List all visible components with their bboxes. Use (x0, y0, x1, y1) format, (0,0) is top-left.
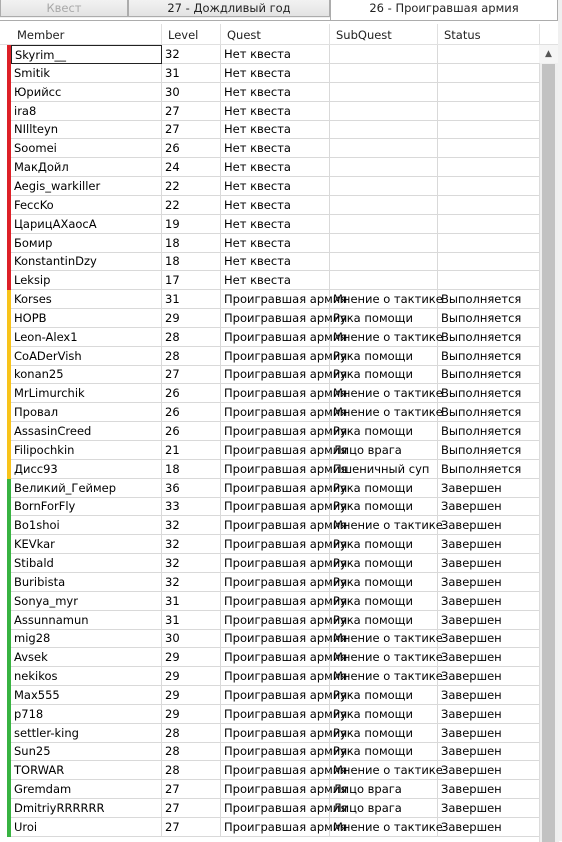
status-cell[interactable]: Выполняется (438, 403, 540, 422)
table-row[interactable] (0, 365, 540, 384)
subquest-cell[interactable]: Мнение о тактике (330, 290, 438, 309)
status-cell[interactable]: Завершен (438, 648, 540, 667)
subquest-cell[interactable]: Рука помощи (330, 535, 438, 554)
table-row[interactable] (0, 422, 540, 441)
level-cell[interactable]: 33 (162, 497, 221, 516)
quest-cell[interactable]: Проигравшая армия (221, 686, 330, 705)
subquest-cell[interactable]: Лицо врага (330, 799, 438, 818)
quest-cell[interactable]: Нет квеста (221, 120, 330, 139)
subquest-cell[interactable]: Мнение о тактике (330, 516, 438, 535)
member-cell[interactable]: mig28 (11, 629, 162, 648)
table-row[interactable] (0, 102, 540, 121)
table-row[interactable] (0, 648, 540, 667)
subquest-cell[interactable]: Рука помощи (330, 686, 438, 705)
table-row[interactable] (0, 667, 540, 686)
level-cell[interactable]: 28 (162, 742, 221, 761)
member-cell[interactable]: Leon-Alex1 (11, 328, 162, 347)
status-cell[interactable] (438, 64, 540, 83)
level-cell[interactable]: 26 (162, 384, 221, 403)
quest-cell[interactable]: Нет квеста (221, 234, 330, 253)
quest-cell[interactable]: Проигравшая армия (221, 629, 330, 648)
member-cell[interactable]: Skyrim__ (11, 45, 162, 64)
member-cell[interactable]: Юрийсс (11, 83, 162, 102)
status-cell[interactable] (438, 120, 540, 139)
level-cell[interactable]: 27 (162, 365, 221, 384)
quest-cell[interactable]: Проигравшая армия (221, 611, 330, 630)
scrollbar-thumb[interactable] (542, 64, 555, 842)
table-row[interactable] (0, 592, 540, 611)
level-cell[interactable]: 28 (162, 347, 221, 366)
status-cell[interactable]: Завершен (438, 724, 540, 743)
member-cell[interactable]: Великий_Геймер (11, 479, 162, 498)
level-cell[interactable]: 27 (162, 818, 221, 837)
table-row[interactable] (0, 554, 540, 573)
subquest-cell[interactable]: Мнение о тактике (330, 629, 438, 648)
table-row[interactable] (0, 573, 540, 592)
status-cell[interactable]: Выполняется (438, 365, 540, 384)
member-cell[interactable]: Бомир (11, 234, 162, 253)
status-cell[interactable]: Выполняется (438, 290, 540, 309)
table-row[interactable] (0, 761, 540, 780)
status-cell[interactable]: Выполняется (438, 384, 540, 403)
table-row[interactable] (0, 309, 540, 328)
status-cell[interactable]: Выполняется (438, 422, 540, 441)
table-row[interactable] (0, 177, 540, 196)
subquest-cell[interactable]: Мнение о тактике (330, 818, 438, 837)
level-cell[interactable]: 27 (162, 799, 221, 818)
member-cell[interactable]: ЦарицАХаосА (11, 215, 162, 234)
subquest-cell[interactable] (330, 215, 438, 234)
level-cell[interactable]: 26 (162, 422, 221, 441)
status-cell[interactable]: Завершен (438, 818, 540, 837)
table-row[interactable] (0, 686, 540, 705)
member-cell[interactable]: Max555 (11, 686, 162, 705)
status-cell[interactable] (438, 271, 540, 290)
quest-cell[interactable]: Нет квеста (221, 102, 330, 121)
subquest-cell[interactable]: Рука помощи (330, 705, 438, 724)
quest-cell[interactable]: Нет квеста (221, 177, 330, 196)
member-cell[interactable]: Assunnamun (11, 611, 162, 630)
quest-cell[interactable]: Проигравшая армия (221, 422, 330, 441)
member-cell[interactable]: nekikos (11, 667, 162, 686)
quest-cell[interactable]: Проигравшая армия (221, 554, 330, 573)
quest-cell[interactable]: Проигравшая армия (221, 328, 330, 347)
quest-cell[interactable]: Проигравшая армия (221, 516, 330, 535)
table-row[interactable] (0, 705, 540, 724)
member-cell[interactable]: Leksip (11, 271, 162, 290)
table-row[interactable] (0, 403, 540, 422)
subquest-cell[interactable] (330, 120, 438, 139)
tab-strip (0, 0, 562, 18)
subquest-cell[interactable]: Рука помощи (330, 347, 438, 366)
level-cell[interactable]: 26 (162, 139, 221, 158)
column-header-level[interactable]: Level (162, 24, 221, 44)
table-row[interactable] (0, 497, 540, 516)
member-cell[interactable]: Дисс93 (11, 460, 162, 479)
status-cell[interactable] (438, 252, 540, 271)
level-cell[interactable]: 17 (162, 271, 221, 290)
table-row[interactable] (0, 45, 540, 64)
quest-cell[interactable]: Проигравшая армия (221, 742, 330, 761)
subquest-cell[interactable] (330, 158, 438, 177)
status-cell[interactable]: Завершен (438, 705, 540, 724)
member-cell[interactable]: p718 (11, 705, 162, 724)
table-row[interactable] (0, 384, 540, 403)
subquest-cell[interactable]: Мнение о тактике (330, 648, 438, 667)
subquest-cell[interactable] (330, 234, 438, 253)
member-cell[interactable]: KEVkar (11, 535, 162, 554)
subquest-cell[interactable]: Рука помощи (330, 573, 438, 592)
status-cell[interactable]: Завершен (438, 554, 540, 573)
subquest-cell[interactable]: Лицо врага (330, 780, 438, 799)
member-cell[interactable]: Soomei (11, 139, 162, 158)
level-cell[interactable]: 27 (162, 780, 221, 799)
subquest-cell[interactable]: Рука помощи (330, 724, 438, 743)
table-row[interactable] (0, 139, 540, 158)
grid-header (0, 24, 562, 45)
member-cell[interactable]: KonstantinDzy (11, 252, 162, 271)
members-grid (0, 20, 562, 841)
subquest-cell[interactable] (330, 177, 438, 196)
quest-cell[interactable]: Проигравшая армия (221, 705, 330, 724)
subquest-cell[interactable]: Рука помощи (330, 479, 438, 498)
level-cell[interactable]: 22 (162, 177, 221, 196)
quest-cell[interactable]: Нет квеста (221, 252, 330, 271)
quest-cell[interactable]: Нет квеста (221, 158, 330, 177)
level-cell[interactable]: 29 (162, 686, 221, 705)
level-cell[interactable]: 29 (162, 309, 221, 328)
status-cell[interactable]: Выполняется (438, 309, 540, 328)
column-header-status[interactable]: Status (438, 24, 540, 44)
quest-cell[interactable]: Нет квеста (221, 83, 330, 102)
table-row[interactable] (0, 347, 540, 366)
status-cell[interactable]: Выполняется (438, 460, 540, 479)
status-cell[interactable]: Завершен (438, 611, 540, 630)
scroll-up-arrow-icon[interactable]: ▲ (539, 45, 558, 63)
quest-cell[interactable]: Проигравшая армия (221, 724, 330, 743)
table-row[interactable] (0, 441, 540, 460)
member-cell[interactable]: CoADerVish (11, 347, 162, 366)
quest-cell[interactable]: Проигравшая армия (221, 384, 330, 403)
status-cell[interactable]: Выполняется (438, 328, 540, 347)
level-cell[interactable]: 32 (162, 516, 221, 535)
quest-cell[interactable]: Проигравшая армия (221, 309, 330, 328)
member-cell[interactable]: HOPB (11, 309, 162, 328)
member-cell[interactable]: NIllteyn (11, 120, 162, 139)
quest-cell[interactable]: Нет квеста (221, 64, 330, 83)
member-cell[interactable]: TORWAR (11, 761, 162, 780)
subquest-cell[interactable] (330, 139, 438, 158)
status-cell[interactable]: Завершен (438, 535, 540, 554)
column-header-member[interactable]: Member (11, 24, 162, 44)
quest-cell[interactable]: Проигравшая армия (221, 403, 330, 422)
subquest-cell[interactable] (330, 64, 438, 83)
quest-cell[interactable]: Проигравшая армия (221, 441, 330, 460)
column-header-subquest[interactable]: SubQuest (330, 24, 438, 44)
level-cell[interactable]: 21 (162, 441, 221, 460)
quest-cell[interactable]: Проигравшая армия (221, 290, 330, 309)
status-cell[interactable]: Завершен (438, 761, 540, 780)
quest-cell[interactable]: Проигравшая армия (221, 818, 330, 837)
subquest-cell[interactable]: Рука помощи (330, 365, 438, 384)
level-cell[interactable]: 28 (162, 328, 221, 347)
status-cell[interactable] (438, 234, 540, 253)
status-cell[interactable] (438, 215, 540, 234)
quest-cell[interactable]: Проигравшая армия (221, 479, 330, 498)
subquest-cell[interactable] (330, 252, 438, 271)
level-cell[interactable]: 27 (162, 120, 221, 139)
status-cell[interactable]: Завершен (438, 629, 540, 648)
quest-cell[interactable]: Проигравшая армия (221, 592, 330, 611)
status-cell[interactable]: Выполняется (438, 347, 540, 366)
level-cell[interactable]: 36 (162, 479, 221, 498)
quest-cell[interactable]: Нет квеста (221, 45, 330, 64)
level-cell[interactable]: 32 (162, 45, 221, 64)
status-cell[interactable]: Завершен (438, 592, 540, 611)
member-cell[interactable]: MrLimurchik (11, 384, 162, 403)
level-cell[interactable]: 29 (162, 667, 221, 686)
table-row[interactable] (0, 234, 540, 253)
quest-cell[interactable]: Проигравшая армия (221, 347, 330, 366)
subquest-cell[interactable]: Мнение о тактике (330, 761, 438, 780)
quest-cell[interactable]: Нет квеста (221, 196, 330, 215)
subquest-cell[interactable] (330, 45, 438, 64)
table-row[interactable] (0, 64, 540, 83)
subquest-cell[interactable]: Рука помощи (330, 611, 438, 630)
level-cell[interactable]: 32 (162, 535, 221, 554)
level-cell[interactable]: 32 (162, 573, 221, 592)
table-row[interactable] (0, 818, 540, 837)
level-cell[interactable]: 19 (162, 215, 221, 234)
member-cell[interactable]: Korses (11, 290, 162, 309)
quest-cell[interactable]: Проигравшая армия (221, 497, 330, 516)
subquest-cell[interactable]: Мнение о тактике (330, 328, 438, 347)
level-cell[interactable]: 28 (162, 761, 221, 780)
subquest-cell[interactable]: Рука помощи (330, 422, 438, 441)
table-row[interactable] (0, 479, 540, 498)
member-cell[interactable]: Sun25 (11, 742, 162, 761)
quest-cell[interactable]: Проигравшая армия (221, 780, 330, 799)
tab-losing-army[interactable]: 26 - Проигравшая армия (330, 0, 558, 20)
subquest-cell[interactable]: Рука помощи (330, 554, 438, 573)
level-cell[interactable]: 31 (162, 611, 221, 630)
member-cell[interactable]: Stibald (11, 554, 162, 573)
status-cell[interactable]: Выполняется (438, 441, 540, 460)
table-row[interactable] (0, 120, 540, 139)
member-cell[interactable]: Uroi (11, 818, 162, 837)
level-cell[interactable]: 31 (162, 592, 221, 611)
subquest-cell[interactable]: Мнение о тактике (330, 667, 438, 686)
subquest-cell[interactable]: Рука помощи (330, 592, 438, 611)
member-cell[interactable]: Smitik (11, 64, 162, 83)
table-row[interactable] (0, 252, 540, 271)
member-cell[interactable]: Sonya_myr (11, 592, 162, 611)
quest-cell[interactable]: Проигравшая армия (221, 799, 330, 818)
subquest-cell[interactable] (330, 102, 438, 121)
table-row[interactable] (0, 780, 540, 799)
table-row[interactable] (0, 328, 540, 347)
subquest-cell[interactable]: Мнение о тактике (330, 403, 438, 422)
table-row[interactable] (0, 290, 540, 309)
level-cell[interactable]: 26 (162, 403, 221, 422)
member-cell[interactable]: AssasinCreed (11, 422, 162, 441)
table-row[interactable] (0, 516, 540, 535)
table-row[interactable] (0, 611, 540, 630)
status-cell[interactable]: Завершен (438, 780, 540, 799)
subquest-cell[interactable] (330, 271, 438, 290)
subquest-cell[interactable] (330, 83, 438, 102)
status-cell[interactable]: Завершен (438, 799, 540, 818)
level-cell[interactable]: 18 (162, 252, 221, 271)
level-cell[interactable]: 32 (162, 554, 221, 573)
level-cell[interactable]: 29 (162, 705, 221, 724)
status-cell[interactable]: Завершен (438, 497, 540, 516)
table-row[interactable] (0, 799, 540, 818)
member-cell[interactable]: Filipochkin (11, 441, 162, 460)
level-cell[interactable]: 28 (162, 724, 221, 743)
member-cell[interactable]: konan25 (11, 365, 162, 384)
status-cell[interactable]: Завершен (438, 686, 540, 705)
status-cell[interactable] (438, 83, 540, 102)
quest-cell[interactable]: Проигравшая армия (221, 573, 330, 592)
status-cell[interactable] (438, 196, 540, 215)
quest-cell[interactable]: Проигравшая армия (221, 761, 330, 780)
table-row[interactable] (0, 271, 540, 290)
quest-cell[interactable]: Проигравшая армия (221, 648, 330, 667)
status-cell[interactable]: Завершен (438, 479, 540, 498)
member-cell[interactable]: ira8 (11, 102, 162, 121)
table-row[interactable] (0, 83, 540, 102)
table-row[interactable] (0, 196, 540, 215)
window-edge (558, 0, 562, 841)
member-cell[interactable]: Buribista (11, 573, 162, 592)
member-cell[interactable]: Avsek (11, 648, 162, 667)
subquest-cell[interactable]: Мнение о тактике (330, 384, 438, 403)
member-cell[interactable]: DmitriyRRRRRR (11, 799, 162, 818)
subquest-cell[interactable]: Лицо врага (330, 441, 438, 460)
status-cell[interactable]: Завершен (438, 742, 540, 761)
quest-cell[interactable]: Нет квеста (221, 215, 330, 234)
status-cell[interactable] (438, 139, 540, 158)
quest-cell[interactable]: Проигравшая армия (221, 667, 330, 686)
column-header-quest[interactable]: Quest (221, 24, 330, 44)
table-row[interactable] (0, 158, 540, 177)
subquest-cell[interactable]: Рука помощи (330, 742, 438, 761)
member-cell[interactable]: Gremdam (11, 780, 162, 799)
tab-quest[interactable]: Квест (0, 0, 128, 17)
level-cell[interactable]: 30 (162, 83, 221, 102)
quest-cell[interactable]: Нет квеста (221, 139, 330, 158)
status-cell[interactable]: Завершен (438, 573, 540, 592)
level-cell[interactable]: 31 (162, 64, 221, 83)
subquest-cell[interactable]: Рука помощи (330, 497, 438, 516)
table-row[interactable] (0, 724, 540, 743)
tab-rainy-year[interactable]: 27 - Дождливый год (128, 0, 330, 17)
status-cell[interactable]: Завершен (438, 516, 540, 535)
status-cell[interactable] (438, 45, 540, 64)
level-cell[interactable]: 29 (162, 648, 221, 667)
level-cell[interactable]: 24 (162, 158, 221, 177)
member-cell[interactable]: Aegis_warkiller (11, 177, 162, 196)
member-cell[interactable]: Провал (11, 403, 162, 422)
table-row[interactable] (0, 629, 540, 648)
subquest-cell[interactable] (330, 196, 438, 215)
quest-cell[interactable]: Проигравшая армия (221, 535, 330, 554)
member-cell[interactable]: settler-king (11, 724, 162, 743)
level-cell[interactable]: 27 (162, 102, 221, 121)
member-cell[interactable]: МакДойл (11, 158, 162, 177)
table-row[interactable] (0, 215, 540, 234)
member-cell[interactable]: Bo1shoi (11, 516, 162, 535)
quest-cell[interactable]: Проигравшая армия (221, 460, 330, 479)
level-cell[interactable]: 18 (162, 460, 221, 479)
level-cell[interactable]: 18 (162, 234, 221, 253)
quest-cell[interactable]: Нет квеста (221, 271, 330, 290)
table-row[interactable] (0, 742, 540, 761)
status-cell[interactable] (438, 158, 540, 177)
subquest-cell[interactable]: Пшеничный суп (330, 460, 438, 479)
level-cell[interactable]: 31 (162, 290, 221, 309)
subquest-cell[interactable]: Рука помощи (330, 309, 438, 328)
level-cell[interactable]: 30 (162, 629, 221, 648)
member-cell[interactable]: BornForFly (11, 497, 162, 516)
status-cell[interactable] (438, 102, 540, 121)
quest-cell[interactable]: Проигравшая армия (221, 365, 330, 384)
status-cell[interactable] (438, 177, 540, 196)
table-row[interactable] (0, 460, 540, 479)
member-cell[interactable]: FeccKo (11, 196, 162, 215)
status-cell[interactable]: Завершен (438, 667, 540, 686)
level-cell[interactable]: 22 (162, 196, 221, 215)
table-row[interactable] (0, 535, 540, 554)
